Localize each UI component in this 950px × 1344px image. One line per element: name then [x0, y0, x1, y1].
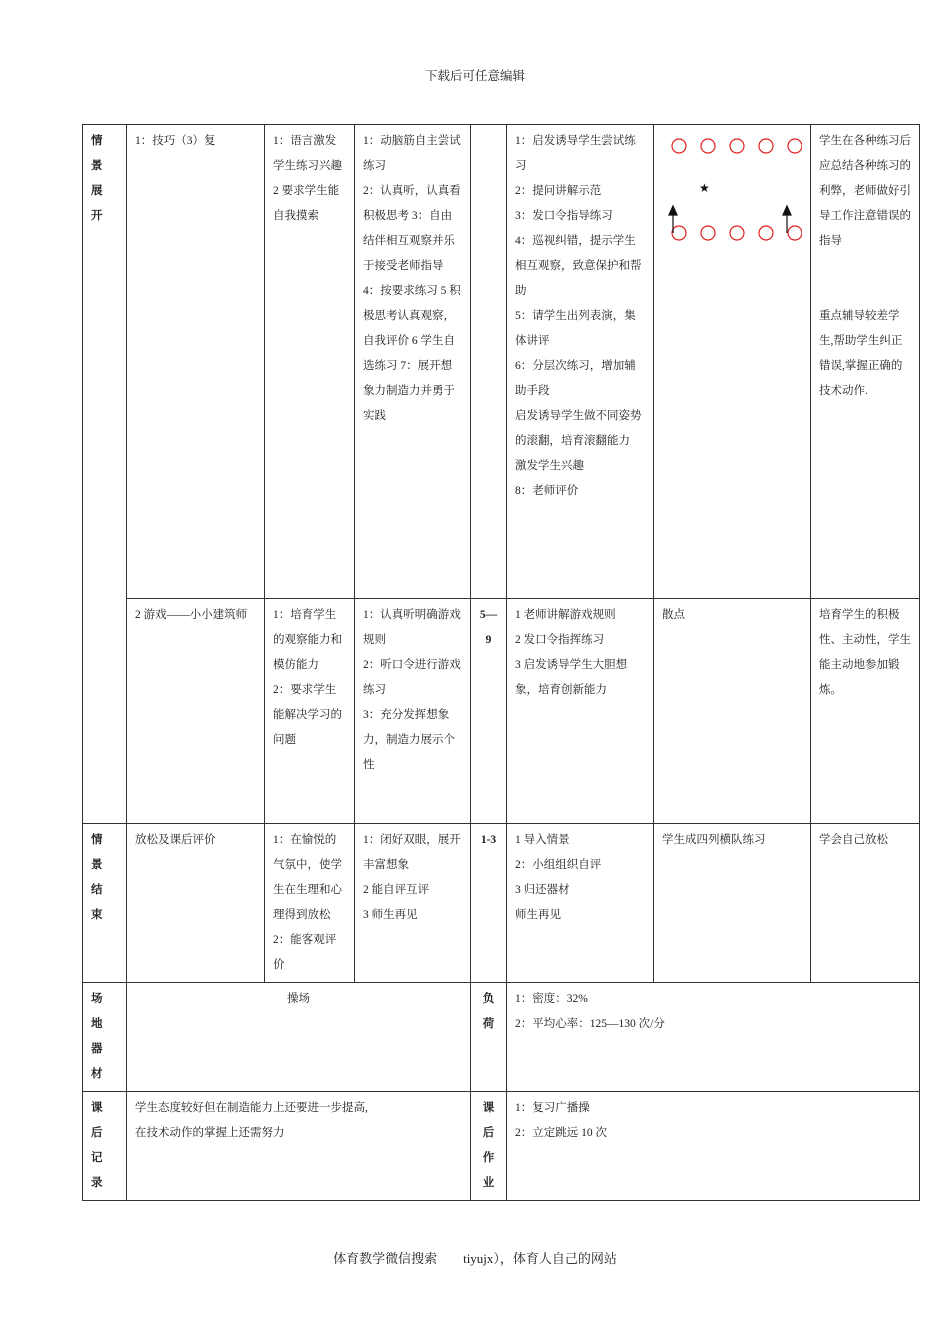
homework-item: 1：复习广播操	[515, 1102, 590, 1114]
student-item: 1：闭好双眼，展开丰富想象	[363, 834, 461, 871]
teacher-item: 3：发口令指导练习	[515, 210, 613, 222]
notes-cell	[811, 125, 920, 599]
content-cell: 1：技巧（3）复	[127, 125, 265, 599]
goal-item: 2 要求学生能自我摸索	[273, 185, 340, 222]
spacer	[819, 254, 911, 304]
teacher-activity-cell	[507, 599, 654, 824]
goal-item: 2：要求学生能解决学习的问题	[273, 684, 342, 746]
student-marker	[759, 226, 773, 240]
teacher-item: 1 老师讲解游戏规则	[515, 609, 616, 621]
student-marker	[788, 226, 802, 240]
load-label: 负 荷	[471, 983, 507, 1092]
teacher-item: 6：分层次练习，增加辅助手段	[515, 360, 636, 397]
load-item: 1：密度：32%	[515, 993, 588, 1005]
student-activity-cell	[355, 824, 471, 983]
formation-svg	[662, 129, 802, 259]
student-activity-cell	[355, 125, 471, 599]
table-row	[83, 824, 920, 983]
time-cell: 5—9	[471, 599, 507, 824]
teacher-activity-cell	[507, 824, 654, 983]
homework-cell	[507, 1092, 920, 1201]
student-item: 2 能自评互评	[363, 884, 430, 896]
teacher-item: 激发学生兴趣	[515, 460, 584, 472]
goal-item: 1：语言激发学生练习兴趣	[273, 135, 342, 172]
student-item: 1：动脑筋自主尝试练习	[363, 135, 461, 172]
student-marker	[672, 139, 686, 153]
student-marker	[701, 139, 715, 153]
teacher-item: 4：巡视纠错，提示学生相互观察，致意保护和帮助	[515, 235, 642, 297]
teacher-item: 8：老师评价	[515, 485, 579, 497]
student-marker	[759, 139, 773, 153]
teacher-star-icon: ★	[699, 181, 710, 195]
student-item: 2：认真听，认真看积极思考 3：自由结伴相互观察并乐于接受老师指导	[363, 185, 461, 272]
teacher-item: 2：小组组织自评	[515, 859, 602, 871]
student-item: 3：充分发挥想象力，制造力展示个性	[363, 709, 455, 771]
organization-cell: 散点	[654, 599, 811, 824]
formation-diagram	[662, 129, 802, 259]
page-header: 下载后可任意编辑	[424, 69, 525, 83]
record-label: 课 后 记录	[83, 1092, 127, 1201]
goals-cell	[265, 125, 355, 599]
time-cell	[471, 125, 507, 599]
notes-cell: 培育学生的积极性、主动性，学生能主动地参加锻炼。	[811, 599, 920, 824]
note-item: 重点辅导较差学生,帮助学生纠正错误,掌握正确的技术动作.	[819, 310, 903, 397]
teacher-item: 3 归还器材	[515, 884, 570, 896]
homework-item: 2：立定跳远 10 次	[515, 1127, 607, 1139]
homework-label: 课 后 作 业	[471, 1092, 507, 1201]
student-marker	[701, 226, 715, 240]
teacher-item: 5：请学生出列表演，集体讲评	[515, 310, 636, 347]
student-item: 4：按要求练习 5 积极思考认真观察，自我评价 6 学生自选练习 7：展开想象力制造力并勇于实践	[363, 285, 461, 422]
student-item: 2：听口令进行游戏练习	[363, 659, 461, 696]
student-item: 3 师生再见	[363, 909, 418, 921]
goals-cell	[265, 824, 355, 983]
student-marker	[730, 226, 744, 240]
record-text: 在技术动作的掌握上还需努力	[135, 1127, 285, 1139]
record-text: 学生态度较好但在制造能力上还要进一步提高,	[135, 1102, 368, 1114]
organization-cell: 学生成四列横队练习	[654, 824, 811, 983]
note-item: 学生在各种练习后应总结各种练习的利弊，老师做好引导工作注意错误的指导	[819, 135, 911, 247]
section-label-scene-end: 情 景 结束	[83, 824, 127, 983]
teacher-activity-cell	[507, 125, 654, 599]
teacher-item: 3 启发诱导学生大胆想象，培育创新能力	[515, 659, 628, 696]
lesson-plan-table	[82, 124, 920, 1201]
load-cell	[507, 983, 920, 1092]
notes-cell: 学会自己放松	[811, 824, 920, 983]
organization-cell	[654, 125, 811, 599]
teacher-item: 1 导入情景	[515, 834, 570, 846]
student-activity-cell	[355, 599, 471, 824]
teacher-item: 启发诱导学生做不同姿势的滚翻，培育滚翻能力	[515, 410, 642, 447]
load-item: 2：平均心率：125—130 次/分	[515, 1018, 665, 1030]
table-row	[83, 599, 920, 824]
teacher-item: 师生再见	[515, 909, 561, 921]
student-item: 1：认真听明确游戏规则	[363, 609, 461, 646]
goal-item: 1：在愉悦的气氛中，使学生在生理和心理得到放松	[273, 834, 342, 921]
goal-item: 2：能客观评价	[273, 934, 337, 971]
content-cell: 2 游戏——小小建筑师	[127, 599, 265, 824]
goals-cell	[265, 599, 355, 824]
section-label-scene-start: 情 景 展开	[83, 125, 127, 824]
table-row	[83, 1092, 920, 1201]
student-marker	[730, 139, 744, 153]
student-marker	[672, 226, 686, 240]
record-cell	[127, 1092, 471, 1201]
time-cell: 1-3	[471, 824, 507, 983]
page-footer: 体育教学微信搜索 tiyujx），体育人自己的网站	[333, 1251, 617, 1266]
goal-item: 1：培育学生的观察能力和模仿能力	[273, 609, 342, 671]
table-row	[83, 125, 920, 599]
teacher-item: 1：启发诱导学生尝试练习	[515, 135, 636, 172]
teacher-item: 2：提问讲解示范	[515, 185, 602, 197]
student-marker	[788, 139, 802, 153]
teacher-item: 2 发口令指挥练习	[515, 634, 605, 646]
content-cell: 放松及课后评价	[127, 824, 265, 983]
table-row	[83, 983, 920, 1092]
venue-label: 场 地 器材	[83, 983, 127, 1092]
venue-value: 操场	[127, 983, 471, 1092]
